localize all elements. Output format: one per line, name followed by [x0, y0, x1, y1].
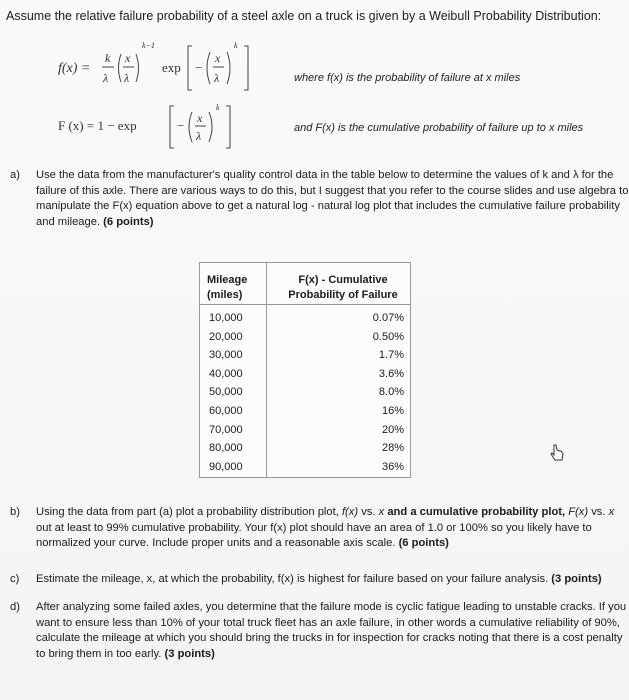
question-c-letter: c)	[10, 573, 20, 585]
mileage-cell: 10,000	[209, 312, 243, 324]
svg-text:λ: λ	[196, 129, 202, 143]
svg-text:λ: λ	[103, 71, 109, 85]
probability-cell: 3.6%	[378, 367, 404, 380]
question-d-letter: d)	[10, 601, 20, 613]
question-b-x: x	[378, 506, 385, 518]
probability-cell: 36%	[381, 460, 404, 473]
intro-text: Assume the relative failure probability of a steel axle on a truck is given by a Weibull Probability Distribution:	[6, 9, 602, 23]
table-row	[200, 366, 410, 385]
pdf-exp-label: exp	[162, 60, 181, 75]
question-b-fx: f(x)	[341, 506, 359, 518]
svg-text:k−1: k−1	[142, 41, 155, 50]
probability-cell: 8.0%	[378, 386, 404, 399]
probability-cell: 16%	[381, 404, 404, 417]
svg-text:−: −	[177, 118, 185, 133]
question-a-letter: a)	[10, 169, 20, 181]
table-body	[200, 310, 410, 477]
question-b-letter: b)	[10, 506, 20, 518]
mileage-cell: 40,000	[209, 367, 243, 380]
question-b-text-1: Using the data from part (a) plot a probability distribution plot,	[36, 506, 342, 518]
svg-text:k: k	[234, 41, 238, 50]
svg-text:k: k	[216, 103, 220, 112]
table-row	[200, 459, 410, 478]
svg-text:λ: λ	[214, 71, 220, 85]
question-d-text: After analyzing some failed axles, you determine that the failure mode is cyclic fatigue leading to unstable cracks. If you want to ensure less than 10% of your total truck fleet has an axle failure, in other words a cumulative reliability of 90%, calculate the mileage at which you should bring the trucks in for inspection for cracks noting that there is a cost penalty to bring them in too early.	[36, 601, 627, 660]
mileage-cell: 70,000	[209, 423, 243, 436]
mileage-cell: 90,000	[209, 460, 243, 473]
cdf-formula	[58, 102, 278, 157]
svg-text:−: −	[195, 60, 203, 75]
probability-cell: 1.7%	[378, 349, 404, 362]
header-probability: F(x) - Cumulative Probability of Failure	[288, 274, 398, 301]
mileage-cell: 80,000	[209, 442, 243, 455]
mileage-cell: 50,000	[209, 386, 243, 399]
question-b-x2: x	[608, 506, 615, 518]
question-c-text: Estimate the mileage, x, at which the probability, f(x) is highest for failure based on your failure analysis.	[36, 573, 549, 585]
table-row	[200, 440, 410, 459]
cdf-lhs: F (x) = 1 − exp	[58, 118, 137, 133]
table-row	[200, 403, 410, 422]
question-b-points: (6 points)	[398, 537, 449, 549]
question-a-points: (6 points)	[103, 215, 154, 228]
svg-text:λ: λ	[124, 71, 130, 85]
failure-data-table	[199, 262, 411, 478]
question-d-points: (3 points)	[164, 647, 215, 660]
mileage-cell: 20,000	[209, 330, 243, 343]
probability-cell: 20%	[381, 423, 404, 436]
table-row	[200, 422, 410, 441]
question-c-points: (3 points)	[551, 573, 602, 585]
pdf-formula	[58, 34, 278, 101]
question-b-text-5: out at least to 99% cumulative probability. Your f(x) plot should have an area of 1.0 or 100% so you likely have to normalized your curve. Include proper units and a reasonable axis scale.	[36, 521, 592, 549]
mileage-cell: 60,000	[209, 404, 243, 417]
table-row	[200, 310, 410, 329]
mileage-cell: 30,000	[209, 349, 243, 362]
svg-text:x: x	[125, 51, 131, 65]
table-row	[200, 384, 410, 403]
svg-text:x: x	[197, 111, 203, 125]
header-mileage: Mileage (miles)	[207, 274, 248, 301]
question-b-Fx: F(x)	[568, 506, 589, 518]
pdf-description: where f(x) is the probability of failure at x miles	[294, 72, 521, 84]
probability-cell: 0.50%	[372, 330, 404, 343]
table-row	[200, 329, 410, 348]
pdf-lhs: f(x) =	[58, 61, 91, 76]
svg-text:x: x	[215, 51, 221, 65]
probability-cell: 0.07%	[372, 312, 404, 324]
probability-cell: 28%	[381, 442, 404, 455]
table-row	[200, 347, 410, 366]
cdf-description: and F(x) is the cumulative probability of failure up to x miles	[294, 122, 584, 134]
question-a-text: Use the data from the manufacturer's quality control data in the table below to determine the values of k and λ for the failure of this axle. There are various ways to do this, but I suggest that you refer to the course slides and use algebra to manipulate the F(x) equation above to get a natural log - natural log plot that includes the cumulative failure probability and mileage.	[36, 169, 629, 228]
mouse-pointer-icon	[550, 444, 566, 467]
question-b-text-3: and a cumulative probability plot,	[384, 506, 569, 518]
question-b-text-2: vs.	[358, 506, 379, 518]
svg-text:k: k	[105, 51, 111, 65]
question-b-text-4: vs.	[588, 506, 609, 518]
